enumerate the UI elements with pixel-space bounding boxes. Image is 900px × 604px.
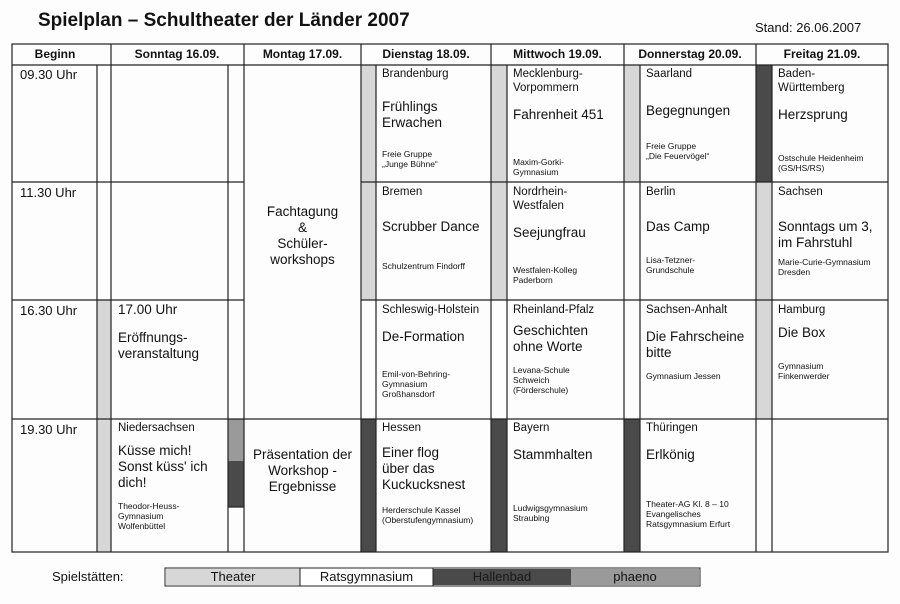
header-tuesday: Dienstag 18.09. — [382, 47, 470, 61]
performance-title: Fahrenheit 451 — [513, 107, 604, 122]
performance-group: Westfalen-Kolleg Paderborn — [513, 265, 578, 285]
venue-strip-sun-evening — [97, 419, 111, 552]
sunday-opening-title: Eröffnungs- veranstaltung — [118, 330, 200, 361]
tuesday-slot-4 — [382, 421, 490, 525]
venue-strip-thu-2 — [624, 419, 640, 552]
performance-state: Rheinland-Pfalz — [513, 304, 595, 316]
wednesday-slot-2 — [513, 185, 623, 285]
performance-state: Thüringen — [646, 422, 698, 434]
performance-group: Freie Gruppe „Junge Bühne“ — [382, 149, 438, 169]
header-monday: Montag 17.09. — [262, 47, 343, 61]
performance-state: Hamburg — [778, 304, 826, 316]
time-slot-2: 11.30 Uhr — [20, 185, 77, 200]
header-wednesday: Mittwoch 19.09. — [513, 47, 602, 61]
wednesday-slot-1 — [513, 67, 623, 177]
friday-slot-3 — [778, 303, 886, 381]
performance-state: Bayern — [513, 422, 550, 434]
tuesday-slot-3 — [382, 303, 490, 399]
venue-strip-wed-2 — [491, 182, 507, 300]
sunday-evening — [118, 421, 226, 531]
thursday-slot-2 — [646, 185, 754, 275]
fachtagung-text: Fachtagung & Schüler- workshops — [266, 204, 339, 267]
tuesday-slot-1 — [382, 67, 490, 169]
performance-group: Freie Gruppe „Die Feuervögel“ — [646, 141, 710, 161]
page-title: Spielplan – Schultheater der Länder 2007 — [38, 10, 410, 31]
performance-group: Marie-Curie-Gymnasium Dresden — [778, 257, 871, 277]
performance-state: Brandenburg — [382, 68, 449, 80]
performance-state: Baden- Württemberg — [778, 68, 845, 94]
performance-group: Maxim-Gorki- Gymnasium — [513, 157, 564, 177]
performance-title: Einer flog über das Kuckucksnest — [382, 445, 466, 492]
performance-group: Gymnasium Jessen — [646, 371, 721, 381]
performance-title: Scrubber Dance — [382, 219, 480, 234]
performance-state: Sachsen — [778, 186, 823, 198]
performance-group: Ostschule Heidenheim (GS/HS/RS) — [778, 153, 864, 173]
performance-state: Mecklenburg- Vorpommern — [513, 68, 583, 94]
performance-title: Küsse mich! Sonst küss' ich dich! — [118, 443, 208, 490]
performance-group: Herderschule Kassel (Oberstufengymnasium) — [382, 505, 474, 525]
praesentation-text: Präsentation der Workshop - Ergebnisse — [252, 447, 353, 494]
header-thursday: Donnerstag 20.09. — [638, 47, 742, 61]
thursday-slot-1 — [646, 67, 754, 161]
venue-strip-sun-opening — [97, 300, 111, 419]
venue-strip-mon-1 — [228, 419, 244, 461]
sunday-opening — [118, 302, 226, 362]
performance-group: Theater-AG Kl. 8 – 10 Evangelisches Ratsgymnasium Erfurt — [646, 499, 731, 529]
performance-title: Das Camp — [646, 219, 710, 234]
performance-title: Frühlings Erwachen — [382, 99, 443, 130]
performance-state: Schleswig-Holstein — [382, 304, 480, 316]
performance-group: Schulzentrum Findorff — [382, 261, 465, 271]
wednesday-slot-3 — [513, 303, 623, 395]
venue-strip-mon-2 — [228, 461, 244, 507]
performance-title: Stammhalten — [513, 447, 593, 462]
venue-strip-thu-1 — [624, 65, 640, 182]
performance-group: Lisa-Tetzner- Grundschule — [646, 255, 696, 275]
legend-ratsgymnasium: Ratsgymnasium — [319, 569, 414, 584]
performance-state: Niedersachsen — [118, 422, 195, 434]
performance-group: Emil-von-Behring- Gymnasium Großhansdorf — [382, 369, 451, 399]
stand-date: Stand: 26.06.2007 — [755, 20, 862, 35]
legend-hallenbad: Hallenbad — [472, 569, 532, 584]
friday-slot-1 — [778, 67, 886, 173]
performance-state: Berlin — [646, 186, 676, 198]
performance-title: Sonntags um 3, im Fahrstuhl — [778, 219, 873, 250]
performance-title: Begegnungen — [646, 103, 731, 118]
time-slot-4: 19.30 Uhr — [20, 422, 78, 437]
monday-fachtagung — [245, 204, 360, 268]
legend-label: Spielstätten: — [52, 569, 124, 584]
performance-title: Geschichten ohne Worte — [513, 323, 589, 354]
performance-title: Herzsprung — [778, 107, 848, 122]
performance-title: De-Formation — [382, 329, 465, 344]
performance-group: Ludwigsgymnasium Straubing — [513, 503, 588, 523]
performance-title: Seejungfrau — [513, 225, 586, 240]
performance-title: Die Fahrscheine bitte — [646, 329, 745, 360]
venue-strip-fri-2 — [756, 182, 772, 300]
venue-strip-tue-2 — [361, 419, 376, 552]
friday-slot-2 — [778, 185, 886, 277]
performance-group: Gymnasium Finkenwerder — [778, 361, 830, 381]
tuesday-slot-2 — [382, 185, 490, 271]
performance-title: Die Box — [778, 325, 826, 340]
performance-group: Theodor-Heuss- Gymnasium Wolfenbüttel — [118, 501, 180, 531]
legend-phaeno: phaeno — [613, 569, 657, 584]
legend-theater: Theater — [210, 569, 256, 584]
performance-state: Bremen — [382, 186, 423, 198]
performance-title: Erlkönig — [646, 447, 695, 462]
thursday-slot-3 — [646, 303, 754, 381]
venue-strip-fri-1 — [756, 65, 772, 182]
wednesday-slot-4 — [513, 421, 623, 523]
header-beginn: Beginn — [34, 47, 76, 61]
performance-state: Hessen — [382, 422, 421, 434]
performance-state: Saarland — [646, 68, 693, 80]
time-slot-1: 09.30 Uhr — [20, 67, 78, 82]
venue-strip-wed-1 — [491, 65, 507, 182]
header-friday: Freitag 21.09. — [783, 47, 861, 61]
venue-strip-fri-3 — [756, 300, 772, 419]
monday-praesentation — [245, 447, 360, 495]
performance-state: Nordrhein- Westfalen — [513, 186, 568, 212]
sunday-opening-time: 17.00 Uhr — [118, 302, 178, 317]
performance-state: Sachsen-Anhalt — [646, 304, 728, 316]
header-sunday: Sonntag 16.09. — [134, 47, 220, 61]
thursday-slot-4 — [646, 421, 754, 529]
performance-group: Levana-Schule Schweich (Förderschule) — [513, 365, 570, 395]
venue-strip-wed-3 — [491, 419, 507, 552]
time-slot-3: 16.30 Uhr — [20, 303, 78, 318]
